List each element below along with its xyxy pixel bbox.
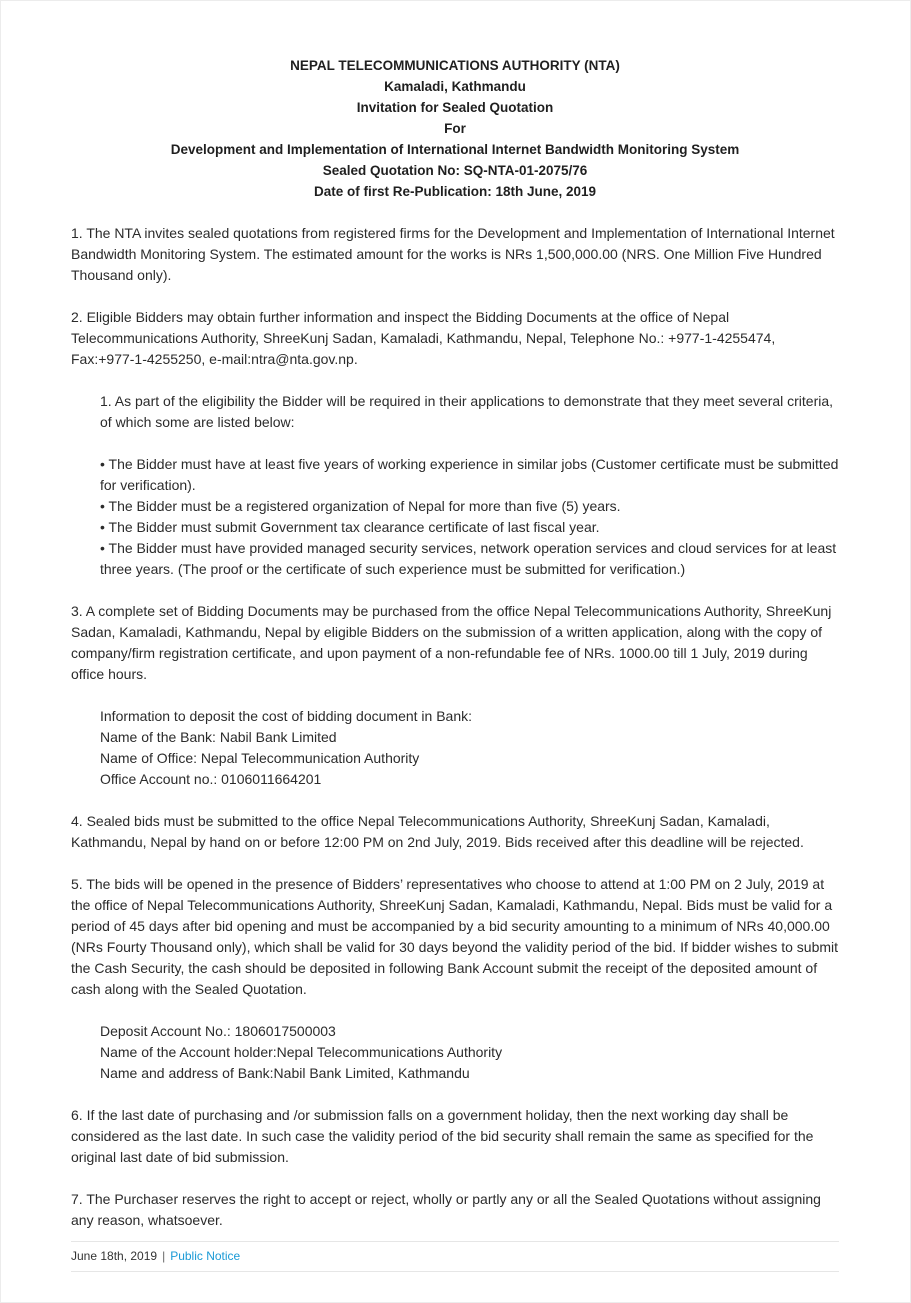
invitation-title: Invitation for Sealed Quotation — [356, 100, 554, 115]
list-item: • The Bidder must have provided managed security services, network operation services and cloud services for at least three years. (The proof or the certificate of such experience must be submitted for verification.) — [100, 540, 837, 577]
paragraph-6: 6. If the last date of purchasing and /or submission falls on a government holiday, then the next working day shall be considered as the last date. In such case the validity period of the bid security shall remain the same as specified for the original last date of bid submission. — [71, 1107, 814, 1165]
post-date: June 18th, 2019 — [71, 1249, 158, 1263]
list-item: • The Bidder must be a registered organization of Nepal for more than five (5) years. — [100, 498, 621, 514]
bank-info-block — [100, 706, 839, 790]
deposit-info-line: Name and address of Bank:Nabil Bank Limited, Kathmandu — [100, 1065, 470, 1081]
list-item: • The Bidder must submit Government tax clearance certificate of last fiscal year. — [100, 519, 600, 535]
meta-separator: | — [162, 1249, 166, 1263]
paragraph-2: 2. Eligible Bidders may obtain further information and inspect the Bidding Documents at the office of Nepal Telecommunications Authority, ShreeKunj Sadan, Kamaladi, Kathmandu, Nepal, Telephone No.: +977-1-4255474, Fax:+977-1-4255250, e-mail:ntra@nta.gov.np. — [71, 309, 776, 367]
org-title: NEPAL TELECOMMUNICATIONS AUTHORITY (NTA) — [290, 58, 620, 73]
paragraph-1: 1. The NTA invites sealed quotations from registered firms for the Development and Implementation of International Internet Bandwidth Monitoring System. The estimated amount for the works is NRs 1,500,000.00 (NRS. One Million Five Hundred Thousand only). — [71, 225, 835, 283]
publication-date: Date of first Re-Publication: 18th June, 2019 — [313, 184, 597, 199]
project-title: Development and Implementation of International Internet Bandwidth Monitoring System — [170, 142, 740, 157]
notice-content — [71, 55, 839, 1252]
deposit-info-line: Deposit Account No.: 1806017500003 — [100, 1023, 336, 1039]
paragraph-7: 7. The Purchaser reserves the right to accept or reject, wholly or partly any or all the Sealed Quotations without assigning any reason, whatsoever. — [71, 1191, 821, 1228]
bank-info-line: Name of Office: Nepal Telecommunication Authority — [100, 750, 420, 766]
list-item: • The Bidder must have at least five years of working experience in similar jobs (Customer certificate must be submitted for verification). — [100, 456, 839, 493]
notice-header — [71, 55, 839, 202]
category-link-public-notice[interactable]: Public Notice — [170, 1249, 241, 1263]
paragraph-5: 5. The bids will be opened in the presence of Bidders’ representatives who choose to attend at 1:00 PM on 2 July, 2019 at the office of Nepal Telecommunications Authority, ShreeKunj Sadan, Kamaladi, Kathmandu, Nepal. Bids must be valid for a period of 45 days after bid opening and must be accompanied by a bid security amounting to a minimum of NRs 40,000.00 (NRs Fourty Thousand only), which shall be valid for 30 days beyond the validity period of the bid. If bidder wishes to submit the Cash Security, the cash should be deposited in following Bank Account submit the receipt of the deposited amount of cash along with the Sealed Quotation. — [71, 876, 839, 997]
quotation-number: Sealed Quotation No: SQ-NTA-01-2075/76 — [322, 163, 588, 178]
deposit-info-line: Name of the Account holder:Nepal Telecommunications Authority — [100, 1044, 503, 1060]
bank-info-line: Information to deposit the cost of bidding document in Bank: — [100, 708, 473, 724]
post-meta-footer — [71, 1241, 839, 1272]
paragraph-3: 3. A complete set of Bidding Documents may be purchased from the office Nepal Telecommunications Authority, ShreeKunj Sadan, Kamaladi, Kathmandu, Nepal by eligible Bidders on the submission of a written application, along with the copy of company/firm registration certificate, and upon payment of a non-refundable fee of NRs. 1000.00 till 1 July, 2019 during office hours. — [71, 603, 832, 682]
bank-info-line: Office Account no.: 0106011664201 — [100, 771, 322, 787]
eligibility-list — [100, 454, 839, 580]
paragraph-2-sub: 1. As part of the eligibility the Bidder will be required in their applications to demonstrate that they meet several criteria, of which some are listed below: — [100, 393, 834, 430]
org-location: Kamaladi, Kathmandu — [384, 79, 526, 94]
bank-info-line: Name of the Bank: Nabil Bank Limited — [100, 729, 337, 745]
paragraph-4: 4. Sealed bids must be submitted to the office Nepal Telecommunications Authority, ShreeKunj Sadan, Kamaladi, Kathmandu, Nepal by hand on or before 12:00 PM on 2nd July, 2019. Bids received after this deadline will be rejected. — [71, 813, 804, 850]
for-label: For — [444, 121, 466, 136]
deposit-info-block — [100, 1021, 839, 1084]
